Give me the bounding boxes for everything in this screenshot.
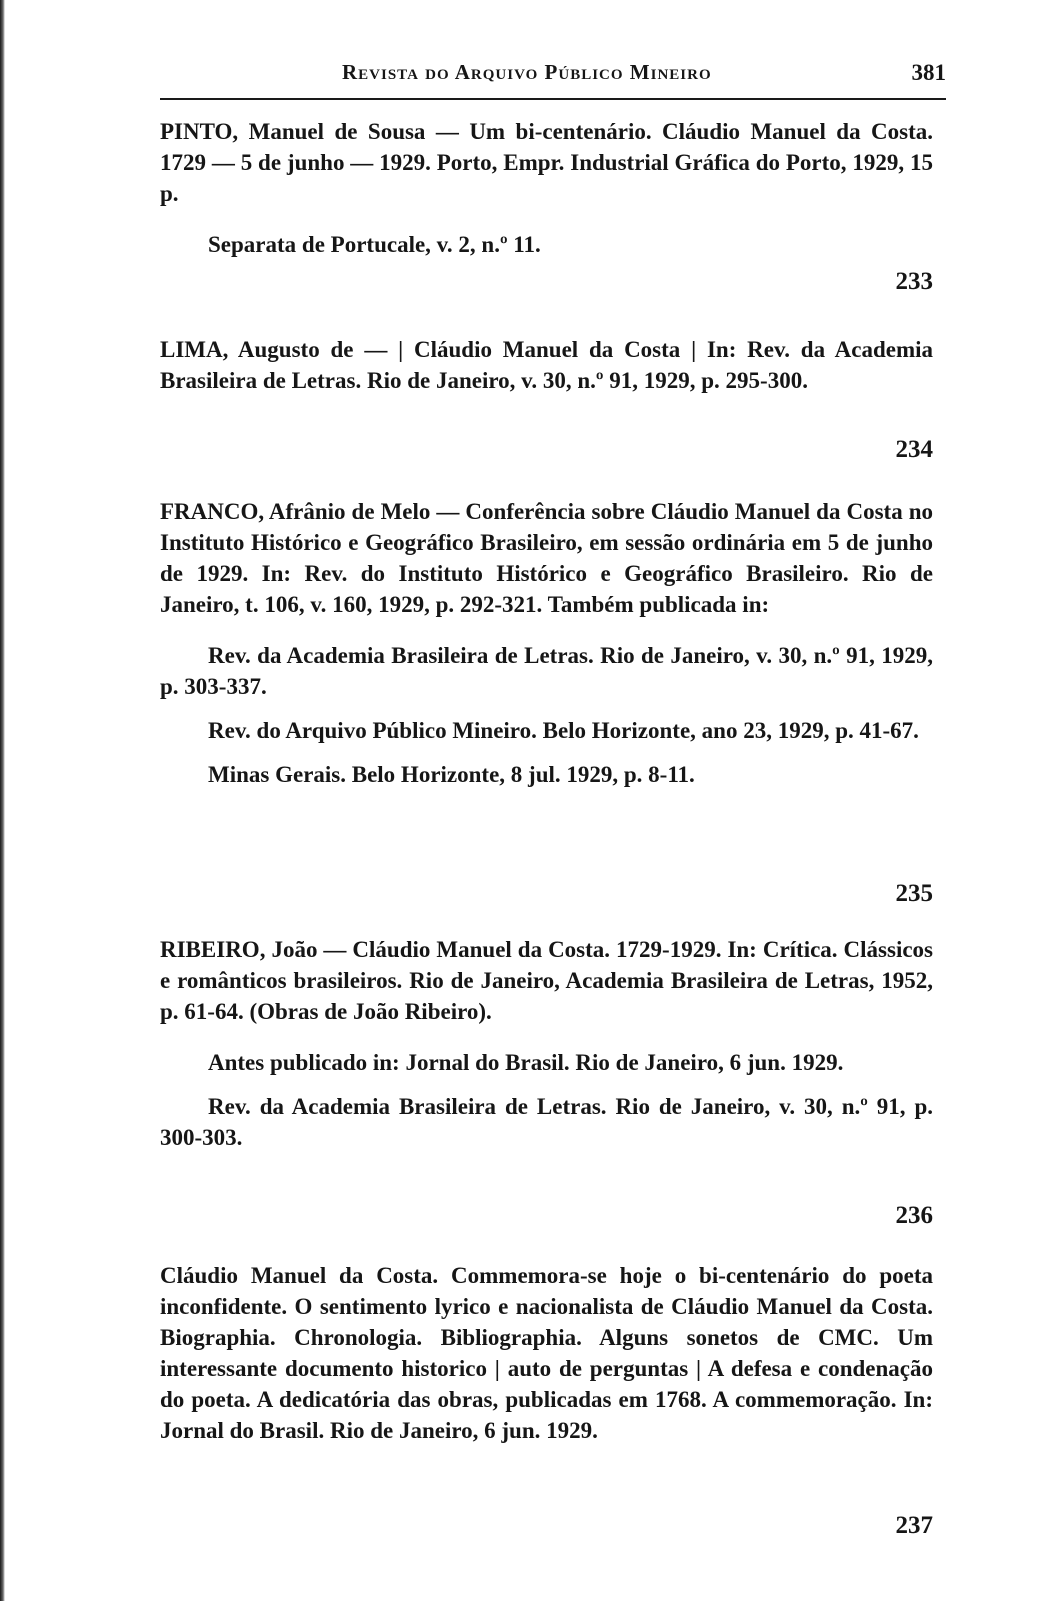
entry-note: Rev. da Academia Brasileira de Letras. Rio de Janeiro, v. 30, n.º 91, 1929, p. 303-337. — [160, 643, 933, 699]
entry-number: 235 — [895, 880, 933, 907]
entry-note: Rev. do Arquivo Público Mineiro. Belo Horizonte, ano 23, 1929, p. 41-67. — [208, 718, 919, 743]
entry-note: Rev. da Academia Brasileira de Letras. Rio de Janeiro, v. 30, n.º 91, p. 300-303. — [160, 1094, 933, 1150]
page-header — [160, 58, 946, 100]
bibliography-entry — [160, 116, 933, 260]
entry-number: 237 — [895, 1512, 933, 1539]
page-number: 381 — [911, 60, 946, 85]
entry-number: 234 — [895, 436, 933, 463]
entry-citation: LIMA, Augusto de — | Cláudio Manuel da Costa | In: Rev. da Academia Brasileira de Letras. Rio de Janeiro, v. 30, n.º 91, 1929, p. 295-300. — [160, 337, 933, 393]
running-title: Revista do Arquivo Público Mineiro — [342, 60, 712, 84]
entry-citation: RIBEIRO, João — Cláudio Manuel da Costa. 1729-1929. In: Crítica. Clássicos e românticos brasileiros. Rio de Janeiro, Academia Brasileira de Letras, 1952, p. 61-64. (Obras de João Ribeiro). — [160, 937, 933, 1024]
entry-note: Antes publicado in: Jornal do Brasil. Rio de Janeiro, 6 jun. 1929. — [208, 1050, 844, 1075]
bibliography-entry — [160, 334, 933, 396]
binding-edge — [0, 0, 5, 1601]
entry-citation: PINTO, Manuel de Sousa — Um bi-centenário. Cláudio Manuel da Costa. 1729 — 5 de junho — 1929. Porto, Empr. Industrial Gráfica do Porto, 1929, 15 p. — [160, 119, 933, 206]
entry-citation: Cláudio Manuel da Costa. Commemora-se hoje o bi-centenário do poeta inconfidente. O sentimento lyrico e nacionalista de Cláudio Manuel da Costa. Biographia. Chronologia. Bibliographia. Alguns sonetos de CMC. Um interessante documento historico | auto de perguntas | A defesa e condenação do poeta. A dedicatória das obras, publicadas em 1768. A commemoração. In: Jornal do Brasil. Rio de Janeiro, 6 jun. 1929. — [160, 1263, 933, 1443]
entry-note: Separata de Portucale, v. 2, n.º 11. — [208, 232, 541, 257]
bibliography-entry — [160, 496, 933, 790]
entry-note: Minas Gerais. Belo Horizonte, 8 jul. 1929, p. 8-11. — [208, 762, 695, 787]
entry-citation: FRANCO, Afrânio de Melo — Conferência sobre Cláudio Manuel da Costa no Instituto Histórico e Geográfico Brasileiro, em sessão ordinária em 5 de junho de 1929. In: Rev. do Instituto Histórico e Geográfico Brasileiro. Rio de Janeiro, t. 106, v. 160, 1929, p. 292-321. Também publicada in: — [160, 499, 933, 617]
entry-number: 236 — [895, 1202, 933, 1229]
entry-number: 233 — [895, 268, 933, 295]
bibliography-entry — [160, 1260, 933, 1446]
bibliography-entry — [160, 934, 933, 1153]
